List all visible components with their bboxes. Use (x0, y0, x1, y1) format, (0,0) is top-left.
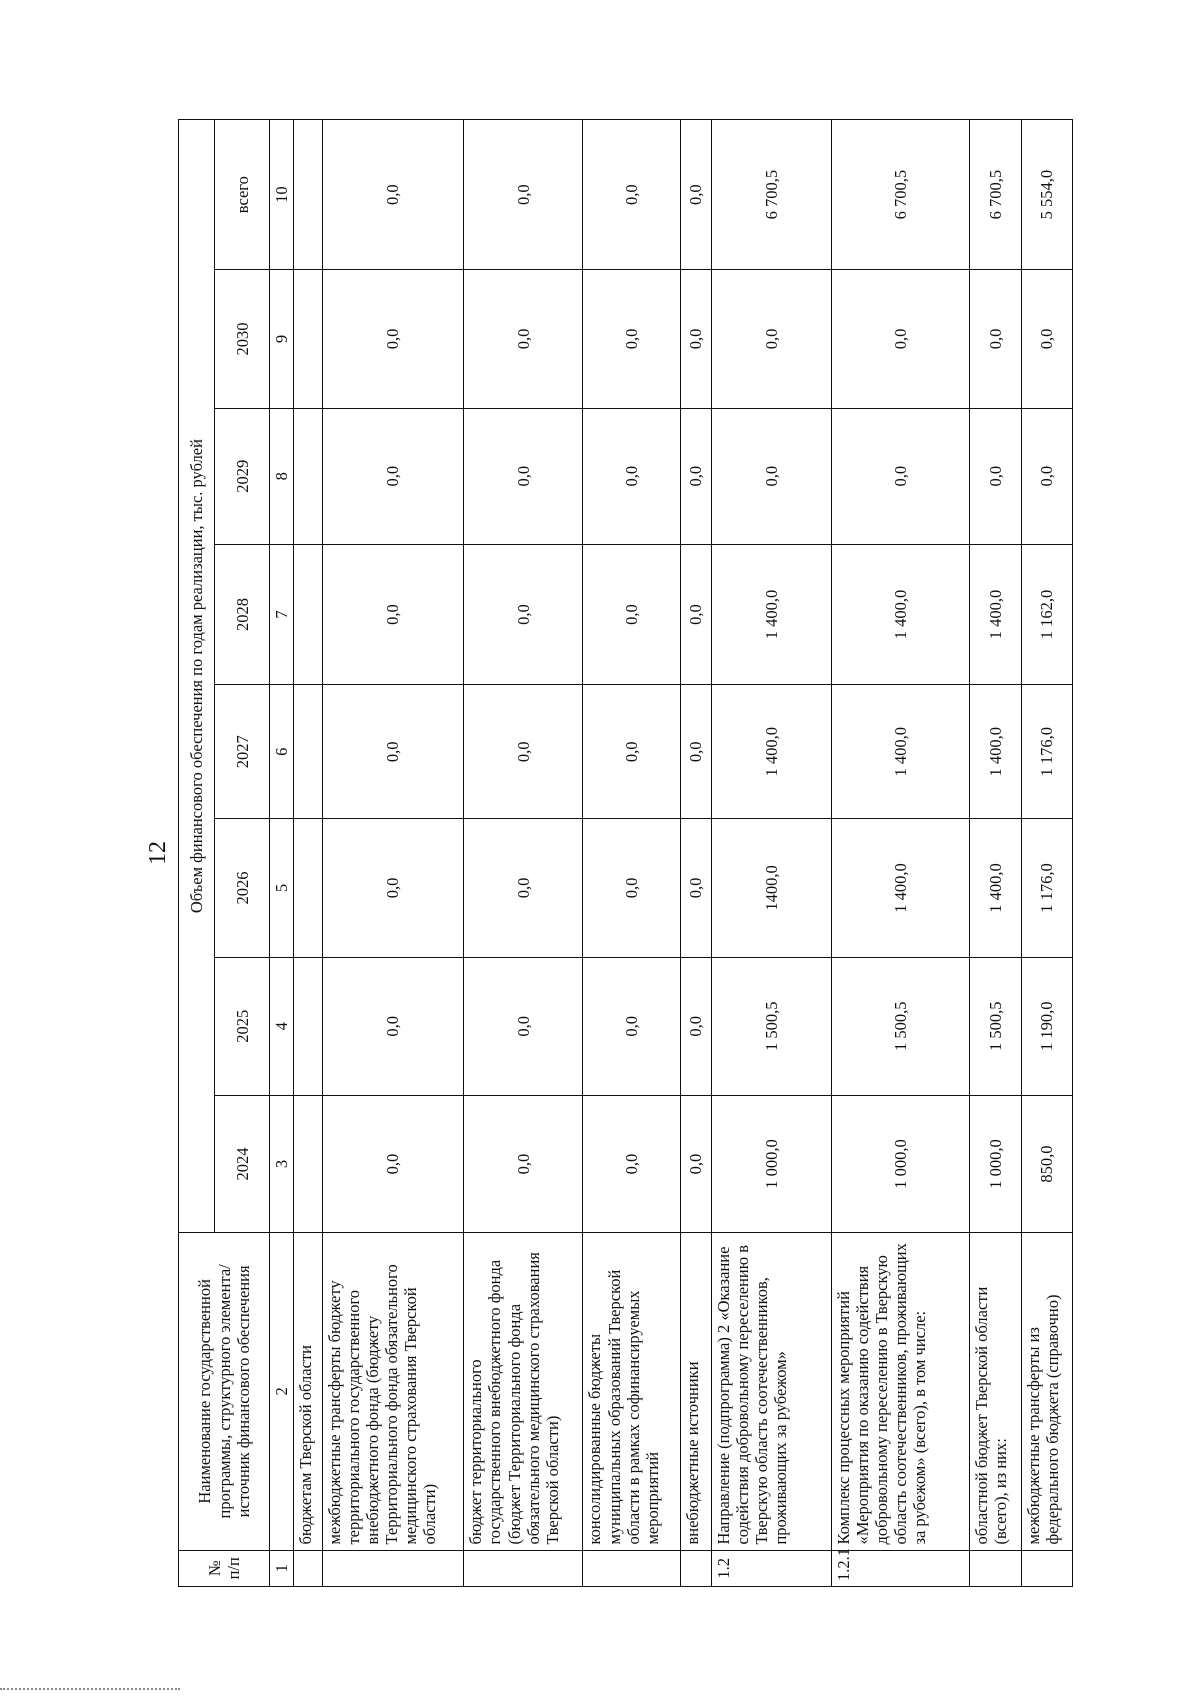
table-row (970, 120, 1021, 1587)
column-index: 6 (270, 685, 294, 819)
cell-2029: 0,0 (680, 408, 711, 544)
cell-2024: 0,0 (464, 1095, 583, 1232)
table-row (322, 120, 464, 1587)
cell-2026: 0,0 (464, 819, 583, 957)
row-number (322, 1550, 464, 1586)
cell-total: 0,0 (583, 120, 681, 270)
row-name: Комплекс процессных мероприятий «Мероприятия по оказанию содействия добровольному переселению в Тверскую область соотечественников, проживающих за рубежом» (всего), в том числе: (831, 1233, 970, 1550)
header-num: № п/п (179, 1550, 270, 1586)
cell-2025: 1 500,5 (831, 957, 970, 1095)
cell-2027: 0,0 (464, 685, 583, 819)
cell-2030: 0,0 (583, 270, 681, 408)
row-name: консолидированные бюджеты муниципальных образований Тверской области в рамках софинансируемых мероприятий (583, 1233, 681, 1550)
cell-2024 (293, 1095, 322, 1232)
cell-2028: 1 162,0 (1021, 544, 1072, 684)
cell-2030: 0,0 (711, 270, 831, 408)
cell-2024: 0,0 (583, 1095, 681, 1232)
cell-total: 0,0 (464, 120, 583, 270)
cell-2026: 1 176,0 (1021, 819, 1072, 957)
cell-2028: 0,0 (322, 544, 464, 684)
cell-2028: 1 400,0 (711, 544, 831, 684)
cell-2029: 0,0 (322, 408, 464, 544)
cell-2029: 0,0 (583, 408, 681, 544)
cell-2028: 0,0 (680, 544, 711, 684)
column-index-row (270, 120, 294, 1587)
rotated-page (145, 119, 1073, 1587)
cell-2028: 0,0 (583, 544, 681, 684)
column-index: 8 (270, 408, 294, 544)
table-row (293, 120, 322, 1587)
row-number: 1.2.1 (831, 1550, 970, 1586)
scan-artifact (0, 1688, 180, 1693)
cell-2026: 1 400,0 (970, 819, 1021, 957)
row-name: областной бюджет Тверской области (всего), из них: (970, 1233, 1021, 1550)
cell-2024: 0,0 (680, 1095, 711, 1232)
cell-2028: 1 400,0 (970, 544, 1021, 684)
cell-2030: 0,0 (831, 270, 970, 408)
cell-total: 6 700,5 (970, 120, 1021, 270)
row-name: межбюджетные трансферты бюджету территориального государственного внебюджетного фонда (бюджету Территориального фонда обязательного медицинского страхования Тверской области) (322, 1233, 464, 1550)
cell-2030 (293, 270, 322, 408)
cell-2026: 0,0 (583, 819, 681, 957)
cell-2029: 0,0 (970, 408, 1021, 544)
cell-2027: 1 176,0 (1021, 685, 1072, 819)
header-year: 2026 (214, 819, 269, 957)
cell-2029: 0,0 (1021, 408, 1072, 544)
row-number (970, 1550, 1021, 1586)
cell-2027: 1 400,0 (970, 685, 1021, 819)
table-row (680, 120, 711, 1587)
table-row (464, 120, 583, 1587)
cell-2030: 0,0 (464, 270, 583, 408)
cell-2026: 1400,0 (711, 819, 831, 957)
row-number (464, 1550, 583, 1586)
cell-2027: 0,0 (322, 685, 464, 819)
cell-2029: 0,0 (831, 408, 970, 544)
row-number: 1.2 (711, 1550, 831, 1586)
header-volume: Объем финансового обеспечения по годам реализации, тыс. рублей (179, 120, 215, 1233)
cell-2026: 1 400,0 (831, 819, 970, 957)
header-row-top (179, 120, 215, 1587)
header-year: 2028 (214, 544, 269, 684)
cell-total (293, 120, 322, 270)
cell-2027: 0,0 (680, 685, 711, 819)
row-name: внебюджетные источники (680, 1233, 711, 1550)
cell-2026: 0,0 (322, 819, 464, 957)
cell-2030: 0,0 (1021, 270, 1072, 408)
cell-2028: 1 400,0 (831, 544, 970, 684)
cell-2029: 0,0 (464, 408, 583, 544)
cell-2024: 850,0 (1021, 1095, 1072, 1232)
column-index: 2 (270, 1233, 294, 1550)
cell-2030: 0,0 (970, 270, 1021, 408)
cell-total: 0,0 (680, 120, 711, 270)
header-name: Наименование государственной программы, структурного элемента/источник финансового обеспечения (179, 1233, 270, 1550)
row-name: бюджет территориального государственного внебюджетного фонда (бюджет Территориального фонда обязательного медицинского страхования Тверской области) (464, 1233, 583, 1550)
table-row (583, 120, 681, 1587)
cell-2027: 0,0 (583, 685, 681, 819)
row-number (293, 1550, 322, 1586)
page-number: 12 (145, 841, 171, 865)
cell-total: 5 554,0 (1021, 120, 1072, 270)
row-name: Направление (подпрограмма) 2 «Оказание содействия добровольному переселению в Тверскую область соотечественников, проживающих за рубежом» (711, 1233, 831, 1550)
cell-2027 (293, 685, 322, 819)
header-year: 2024 (214, 1095, 269, 1232)
header-year: 2030 (214, 270, 269, 408)
column-index: 5 (270, 819, 294, 957)
table-row (1021, 120, 1072, 1587)
row-number (1021, 1550, 1072, 1586)
header-total: всего (214, 120, 269, 270)
header-year: 2027 (214, 685, 269, 819)
table-row (711, 120, 831, 1587)
row-number (680, 1550, 711, 1586)
cell-2026 (293, 819, 322, 957)
table-row (831, 120, 970, 1587)
header-year: 2029 (214, 408, 269, 544)
cell-2025: 1 500,5 (711, 957, 831, 1095)
cell-2029: 0,0 (711, 408, 831, 544)
financing-table (178, 119, 1073, 1587)
column-index: 4 (270, 957, 294, 1095)
row-name: межбюджетные трансферты из федерального бюджета (справочно) (1021, 1233, 1072, 1550)
cell-2025: 0,0 (680, 957, 711, 1095)
cell-2025 (293, 957, 322, 1095)
column-index: 9 (270, 270, 294, 408)
cell-2025: 0,0 (583, 957, 681, 1095)
cell-2030: 0,0 (680, 270, 711, 408)
column-index: 1 (270, 1550, 294, 1586)
cell-2024: 0,0 (322, 1095, 464, 1232)
column-index: 3 (270, 1095, 294, 1232)
cell-2028: 0,0 (464, 544, 583, 684)
cell-2025: 1 190,0 (1021, 957, 1072, 1095)
cell-2025: 1 500,5 (970, 957, 1021, 1095)
cell-2029 (293, 408, 322, 544)
cell-2025: 0,0 (464, 957, 583, 1095)
cell-2024: 1 000,0 (711, 1095, 831, 1232)
column-index: 7 (270, 544, 294, 684)
cell-2026: 0,0 (680, 819, 711, 957)
column-index: 10 (270, 120, 294, 270)
cell-total: 6 700,5 (831, 120, 970, 270)
cell-total: 0,0 (322, 120, 464, 270)
cell-2024: 1 000,0 (831, 1095, 970, 1232)
cell-2030: 0,0 (322, 270, 464, 408)
cell-2024: 1 000,0 (970, 1095, 1021, 1232)
row-name: бюджетам Тверской области (293, 1233, 322, 1550)
cell-2027: 1 400,0 (711, 685, 831, 819)
cell-2025: 0,0 (322, 957, 464, 1095)
cell-total: 6 700,5 (711, 120, 831, 270)
cell-2027: 1 400,0 (831, 685, 970, 819)
row-number (583, 1550, 681, 1586)
header-year: 2025 (214, 957, 269, 1095)
cell-2028 (293, 544, 322, 684)
